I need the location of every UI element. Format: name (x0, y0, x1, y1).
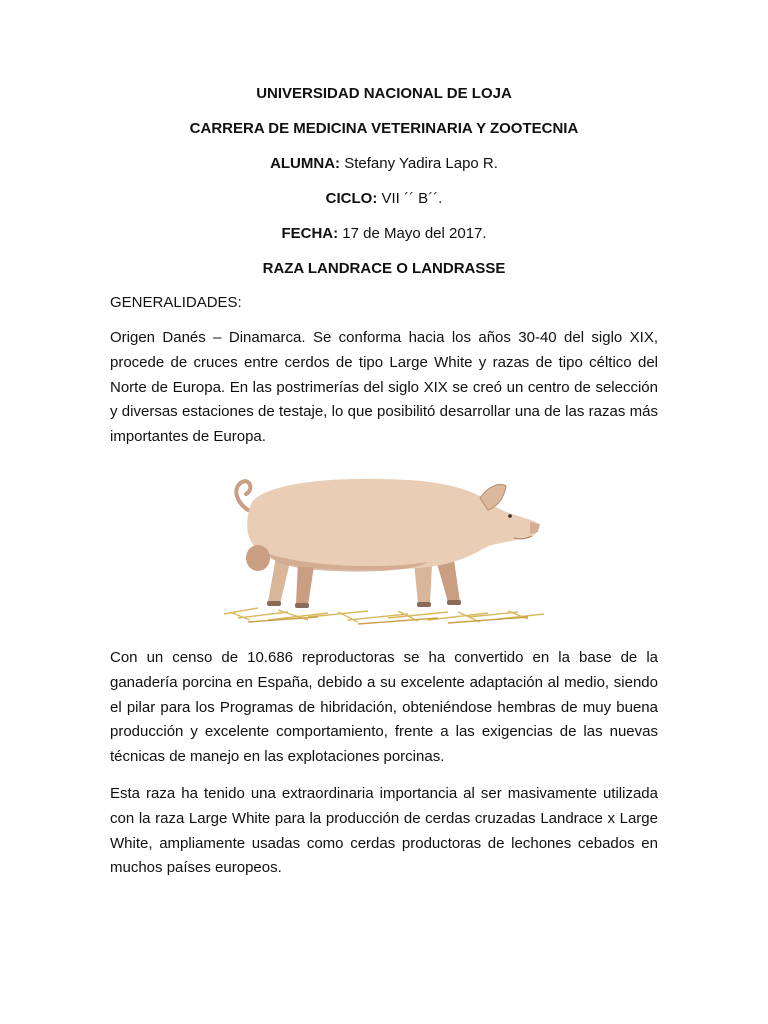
paragraph-importance: Esta raza ha tenido una extraordinaria importancia al ser masivamente utilizada con la raza Large White para la producción de cerdas cruzadas Landrace x Large White, ampliamente usadas como cerdas productoras de lechones cebados en muchos países europeos. (110, 785, 658, 877)
date-label: FECHA: (281, 225, 339, 242)
straw-ground (224, 608, 544, 624)
career-name: CARRERA DE MEDICINA VETERINARIA Y ZOOTECNIA (189, 120, 579, 137)
section-heading: GENERALIDADES: (110, 294, 242, 311)
student-label: ALUMNA: (270, 155, 341, 172)
landrace-pig-image (218, 462, 550, 632)
date-line (0, 224, 768, 244)
cycle-label: CICLO: (325, 190, 378, 207)
student-line (0, 154, 768, 174)
cycle-value: VII ´´ B´´. (381, 190, 443, 207)
paragraph-census: Con un censo de 10.686 reproductoras se ha convertido en la base de la ganadería porcina en España, debido a su excelente adaptación al medio, siendo el pilar para los Programas de hibridación, obteniéndose hembras de muy buena producción y excelente comportamiento, frente a las exigencias de las nuevas técnicas de manejo en las explotaciones porcinas. (110, 649, 658, 766)
student-value: Stefany Yadira Lapo R. (344, 155, 498, 172)
date-value: 17 de Mayo del 2017. (342, 225, 487, 242)
document-title: RAZA LANDRACE O LANDRASSE (262, 260, 506, 277)
university-name: UNIVERSIDAD NACIONAL DE LOJA (256, 85, 512, 102)
cycle-line (0, 189, 768, 209)
paragraph-origin: Origen Danés – Dinamarca. Se conforma hacia los años 30-40 del siglo XIX, procede de cruces entre cerdos de tipo Large White y razas de tipo céltico del Norte de Europa. En las postrimerías del siglo XIX se creó un centro de selección y diversas estaciones de testaje, lo que posibilitó desarrollar una de las razas más importantes de Europa. (110, 329, 658, 446)
pig-tail (236, 481, 250, 510)
